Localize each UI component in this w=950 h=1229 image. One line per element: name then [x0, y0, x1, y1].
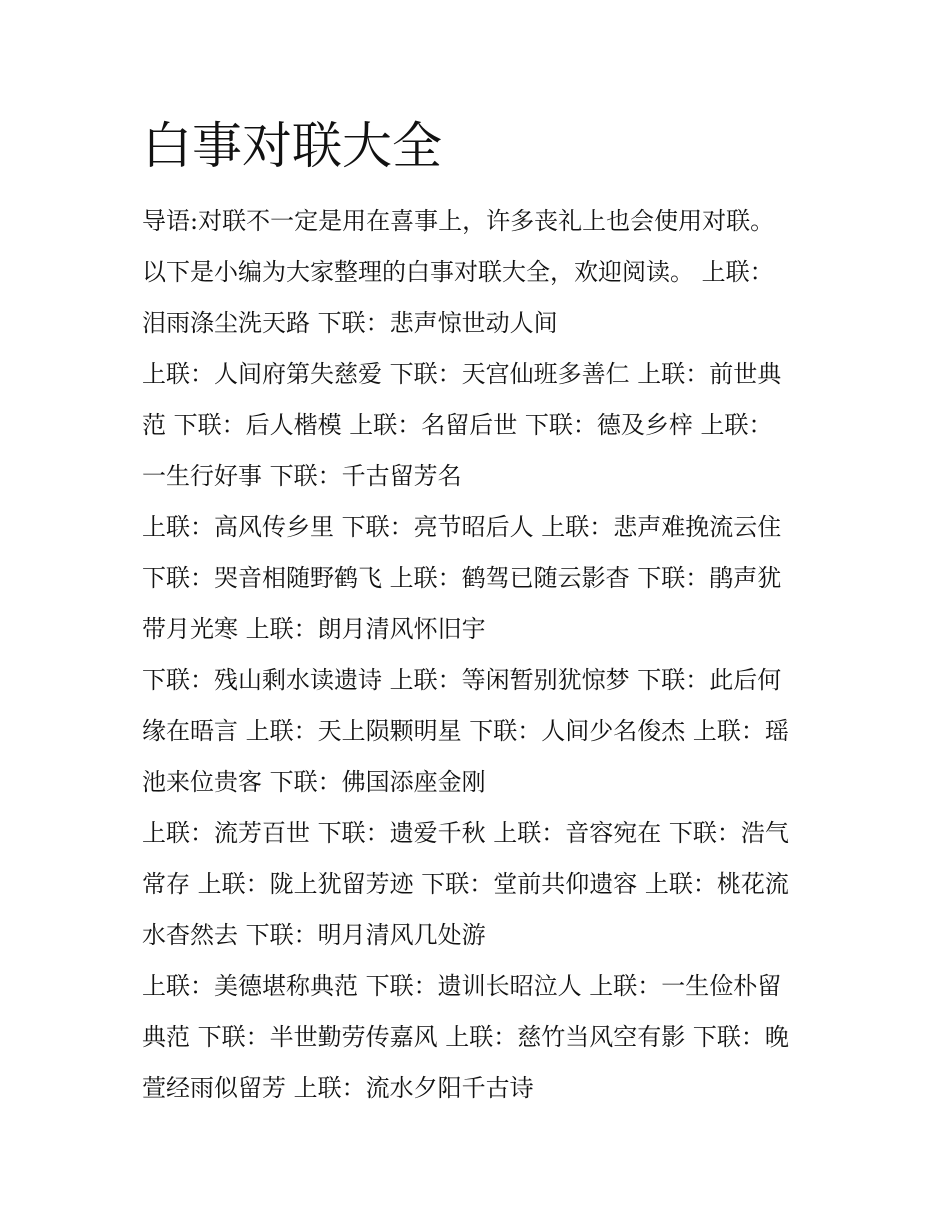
text-line: 常存 上联：陇上犹留芳迹 下联：堂前共仰遗容 上联：桃花流 — [142, 870, 789, 898]
text-line: 上联：美德堪称典范 下联：遗训长昭泣人 上联：一生俭朴留 — [142, 972, 782, 1000]
text-line: 泪雨涤尘洗天路 下联：悲声惊世动人间 — [142, 309, 558, 337]
text-line: 池来位贵客 下联：佛国添座金刚 — [142, 768, 486, 796]
text-line: 上联：流芳百世 下联：遗爱千秋 上联：音容宛在 下联：浩气 — [142, 819, 789, 847]
text-line: 导语:对联不一定是用在喜事上，许多丧礼上也会使用对联。 — [142, 207, 775, 235]
text-line: 一生行好事 下联：千古留芳名 — [142, 462, 462, 490]
text-line: 下联：残山剩水读遗诗 上联：等闲暂别犹惊梦 下联：此后何 — [142, 666, 782, 694]
text-line: 范 下联：后人楷模 上联：名留后世 下联：德及乡梓 上联： — [142, 411, 773, 439]
text-line: 萱经雨似留芳 上联：流水夕阳千古诗 — [142, 1074, 534, 1102]
text-line: 带月光寒 上联：朗月清风怀旧宇 — [142, 615, 486, 643]
document-body — [142, 196, 822, 1114]
text-line: 上联：人间府第失慈爱 下联：天宫仙班多善仁 上联：前世典 — [142, 360, 782, 388]
text-line: 以下是小编为大家整理的白事对联大全，欢迎阅读。 上联： — [142, 258, 774, 286]
text-line: 典范 下联：半世勤劳传嘉风 上联：慈竹当风空有影 下联：晚 — [142, 1023, 789, 1051]
text-line: 缘在晤言 上联：天上陨颗明星 下联：人间少名俊杰 上联：瑶 — [142, 717, 789, 745]
text-line: 水杳然去 下联：明月清风几处游 — [142, 921, 486, 949]
text-line: 下联：哭音相随野鹤飞 上联：鹤驾已随云影杳 下联：鹃声犹 — [142, 564, 782, 592]
page-title: 白事对联大全 — [142, 117, 442, 175]
text-line: 上联：高风传乡里 下联：亮节昭后人 上联：悲声难挽流云住 — [142, 513, 782, 541]
